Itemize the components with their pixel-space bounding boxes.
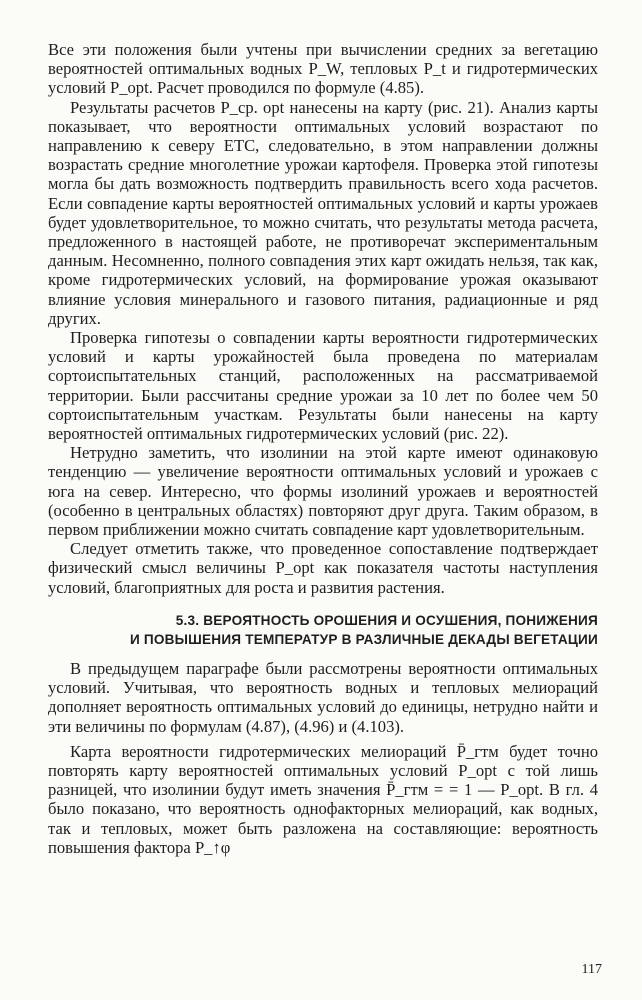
- paragraph-2: Результаты расчетов P_ср. opt нанесены на карту (рис. 21). Анализ карты показывает, что вероятности оптимальных условий возрастают по направлению к северу ЕТС, следовательно, в этом направлении должны возрастать средние многолетние урожаи картофеля. Проверка этой гипотезы могла бы дать возможность подтвердить правильность всего хода расчетов. Если совпадение карты вероятностей оптимальных условий и карты урожаев будет удовлетворительное, то можно считать, что результаты метода расчета, предложенного в настоящей работе, не противоречат экспериментальным данным. Несомненно, полного совпадения этих карт ожидать нельзя, так как, кроме гидротермических условий, на формирование урожая оказывают влияние условия минерального и газового питания, радиационные и ряд других.: [48, 97, 598, 328]
- section-heading: [48, 611, 598, 649]
- paragraph-5: Следует отметить также, что проведенное сопоставление подтверждает физический смысл величины P_opt как показателя частоты наступления условий, благоприятных для роста и развития растения.: [48, 539, 598, 597]
- section-heading-line-2: И ПОВЫШЕНИЯ ТЕМПЕРАТУР В РАЗЛИЧНЫЕ ДЕКАДЫ ВЕГЕТАЦИИ: [129, 631, 598, 647]
- page-number: 117: [581, 962, 602, 977]
- section-heading-line-1: 5.3. ВЕРОЯТНОСТЬ ОРОШЕНИЯ И ОСУШЕНИЯ, ПОНИЖЕНИЯ: [175, 612, 598, 628]
- paragraph-4: Нетрудно заметить, что изолинии на этой карте имеют одинаковую тенденцию — увеличение вероятности оптимальных условий и урожаев с юга на север. Интересно, что формы изолиний урожаев и вероятностей (особенно в центральных областях) повторяют друг друга. Таким образом, в первом приближении можно считать совпадение карт удовлетворительным.: [48, 443, 598, 540]
- paragraph-1: Все эти положения были учтены при вычислении средних за вегетацию вероятностей оптимальных водных P_W, тепловых P_t и гидротермических условий P_opt. Расчет проводился по формуле (4.85).: [48, 40, 598, 98]
- page-body: [48, 40, 598, 857]
- paragraph-3: Проверка гипотезы о совпадении карты вероятности гидротермических условий и карты урожайностей была проведена по материалам сортоиспытательных станций, расположенных на рассматриваемой территории. Были рассчитаны средние урожаи за 10 лет по более чем 50 сортоиспытательным участкам. Результаты были нанесены на карту вероятностей оптимальных гидротермических условий (рис. 22).: [48, 328, 598, 444]
- paragraph-7: Карта вероятности гидротермических мелиораций P̄_гтм будет точно повторять карту вероятностей оптимальных условий P_opt с той лишь разницей, что изолинии будут иметь значения P̄_гтм = = 1 — P_opt. В гл. 4 было показано, что вероятность однофакторных мелиораций, как водных, так и тепловых, может быть разложена на составляющие: вероятность повышения фактора P_↑φ: [48, 741, 598, 857]
- paragraph-6: В предыдущем параграфе были рассмотрены вероятности оптимальных условий. Учитывая, что вероятность водных и тепловых мелиораций дополняет вероятность оптимальных условий до единицы, нетрудно найти и эти величины по формулам (4.87), (4.96) и (4.103).: [48, 658, 598, 736]
